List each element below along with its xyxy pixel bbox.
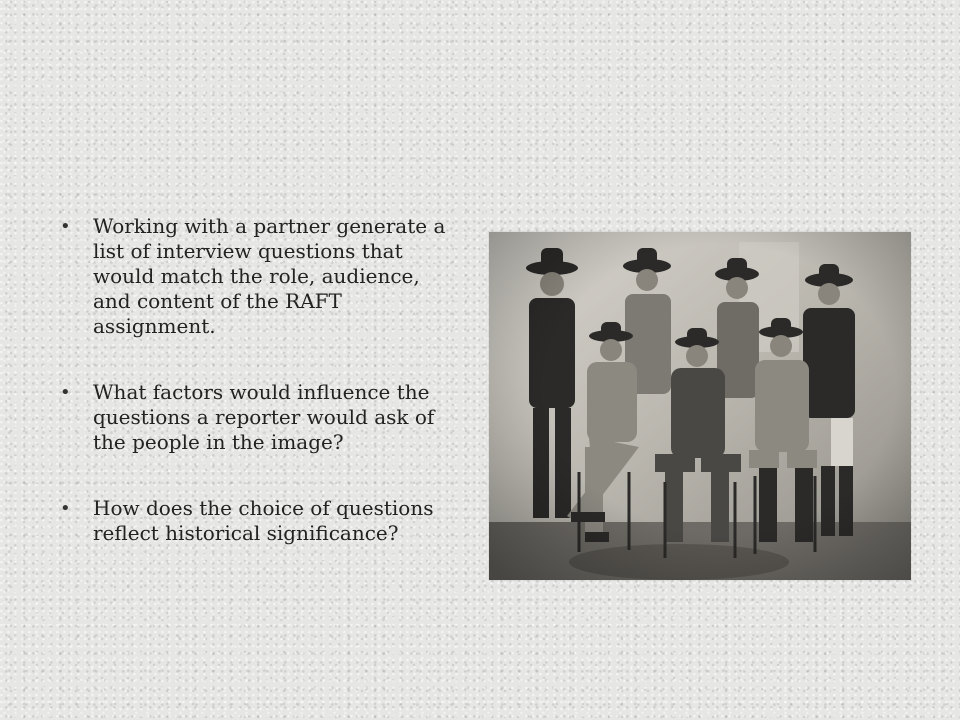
bullet-icon: • (60, 382, 71, 403)
photo-illustration (489, 232, 911, 580)
bullet-icon: • (60, 498, 71, 519)
bullet-icon: • (60, 216, 71, 237)
bullet-text: What factors would influence the questions a reporter would ask of the people in the image? (93, 380, 435, 454)
bullet-text: Working with a partner generate a list of interview questions that would match the role, audience, and content of the RAFT assignment. (93, 214, 446, 338)
group-portrait-photo (489, 232, 911, 580)
bullet-item (60, 214, 460, 339)
bullet-item (60, 380, 460, 455)
bullet-list (60, 214, 460, 546)
bullet-text: How does the choice of questions reflect historical significance? (93, 496, 434, 545)
bullet-item (60, 496, 460, 546)
